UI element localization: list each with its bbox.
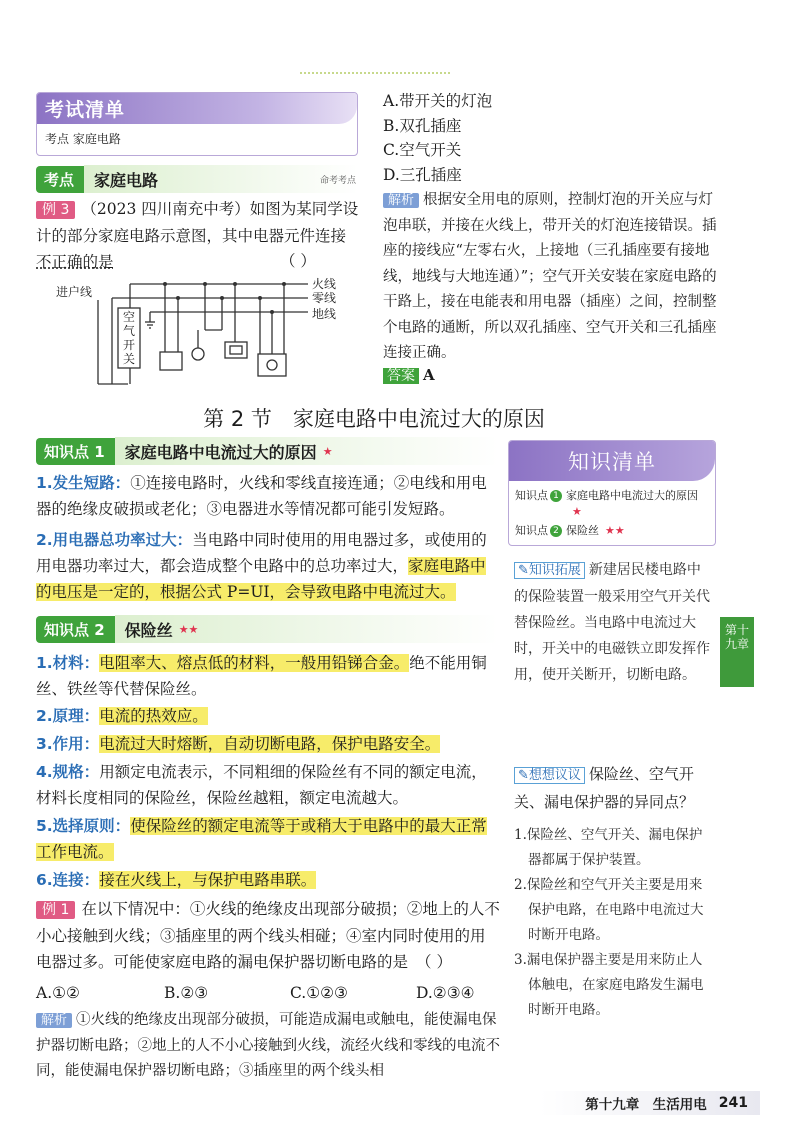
kp2-item-highlight: 使保险丝的额定电流等于或稍大于电路中的最大正常工作电流。 — [36, 817, 487, 861]
example-1-option-a: A.①② — [36, 984, 80, 1002]
chapter-tab[interactable] — [720, 617, 754, 687]
kp1-title: 家庭电路中电流过大的原因 — [124, 442, 317, 462]
kp2-item-text: 绝不能用铜丝、铁丝等代替保险丝。 — [36, 654, 487, 698]
kp2-item-highlight: 电阻率大、熔点低的材料，一般用铅锑合金。 — [99, 654, 410, 672]
kp2-title: 保险丝 — [124, 620, 173, 640]
example-1-option-b: B.②③ — [164, 984, 209, 1002]
knowledge-list-item — [509, 481, 715, 520]
think-answer: 3.漏电保护器主要是用来防止人体触电，在家庭电路发生漏电时断开电路。 — [514, 952, 704, 1018]
analysis-text: 根据安全用电的原则，控制灯泡的开关应与灯泡串联，并接在火线上，带开关的灯泡连接错误。插座的接线应“左零右火，上接地（三孔插座要有接地线，地线与大地连通）”；空气开关安装在家庭电路的干路上，接在电能表和用电器（插座）之间，控制整个电路的通断，所以双孔插座、空气开关和三孔插座连接正确。 — [383, 192, 717, 361]
example-1-options — [36, 980, 500, 1006]
star-icon: ★ — [572, 505, 582, 518]
example-1-tag: 例 1 — [36, 901, 75, 919]
live-label: 火线 — [312, 277, 337, 291]
kp1-header — [36, 437, 498, 465]
kp1-item-2 — [36, 527, 500, 605]
think-tag-label: 想想议议 — [528, 768, 581, 783]
kp2-item-5 — [36, 813, 500, 865]
exam-point-title: 家庭电路 — [84, 165, 358, 193]
exam-point-header — [36, 165, 358, 193]
example-3 — [36, 196, 360, 275]
kp2-tag: 知识点 2 — [36, 616, 115, 643]
example-1-blank: （ ） — [416, 953, 452, 971]
expand-tag-label: 知识拓展 — [528, 563, 581, 578]
lamp — [192, 348, 204, 360]
three-hole-socket — [258, 354, 286, 376]
banner-subtitle: 考点 家庭电路 — [45, 132, 121, 146]
banner-title-bar — [37, 93, 357, 124]
example-3-tag: 例 3 — [36, 201, 75, 219]
kp1-item-1 — [36, 470, 500, 522]
kp2-item-highlight: 接在火线上，与保护电路串联。 — [99, 871, 317, 889]
switch-box — [225, 342, 247, 358]
circuit-diagram — [50, 272, 350, 390]
answer-tag: 答案 — [383, 368, 419, 384]
knowledge-list-title-bar — [509, 441, 715, 481]
kp2-item-label: 6.连接： — [36, 871, 100, 889]
kp2-item-6 — [36, 867, 500, 893]
expand-tag — [514, 562, 585, 579]
think-tag — [514, 767, 585, 784]
kp2-item-4 — [36, 759, 500, 811]
knowledge-list-label: 知识点 — [515, 524, 548, 537]
circuit-svg — [50, 272, 350, 390]
ground-label: 地线 — [312, 307, 337, 321]
think-question-block — [514, 761, 714, 815]
kp1-item-2-text: 当电路中同时使用的用电器过多，或使用的用电器功率过大，都会造成整个电路中的总功率过大， — [36, 531, 487, 575]
kp1-item-1-label: 1.发生短路： — [36, 474, 131, 492]
option-c: C.空气开关 — [383, 141, 462, 159]
footer-chapter: 第十九章 生活用电 — [585, 1097, 707, 1113]
think-discuss — [514, 761, 714, 1023]
kp2-item-label: 3.作用： — [36, 735, 100, 753]
star-icon: ★★ — [178, 622, 199, 636]
kp2-item-label: 1.材料： — [36, 654, 100, 672]
example-3-answer — [383, 365, 435, 385]
knowledge-list-text: 保险丝 — [566, 524, 599, 537]
knowledge-list-item — [509, 520, 715, 539]
kp2-item-highlight: 电流过大时熔断，自动切断电路，保护电路安全。 — [99, 735, 441, 753]
option-d: D.三孔插座 — [383, 165, 462, 184]
knowledge-list-text: 家庭电路中电流过大的原因 — [566, 489, 698, 502]
knowledge-list-label: 知识点 — [515, 489, 548, 502]
option-a: A.带开关的灯泡 — [383, 92, 493, 110]
expand-text: 新建居民楼电路中的保险装置一般采用空气开关代替保险丝。当电路中电流过大时，开关中的电磁铁立即发挥作用，使开关断开，切断电路。 — [514, 562, 710, 683]
kp1-tag: 知识点 1 — [36, 438, 115, 465]
star-icon: ★ — [322, 444, 333, 458]
knowledge-list-num: 1 — [550, 490, 562, 502]
chapter-tab-label: 第十九章 — [725, 623, 750, 651]
kp1-item-1-text: ①连接电路时，火线和零线直接连通；②电线和用电器的绝缘皮破损或老化；③电器进水等情况都可能引发短路。 — [36, 474, 487, 518]
option-b: B.双孔插座 — [383, 116, 462, 135]
star-icon: ★★ — [605, 524, 625, 537]
kp2-header — [36, 615, 498, 643]
example-3-options — [383, 89, 723, 187]
kp2-item-label: 2.原理： — [36, 707, 100, 725]
section-title: 第 2 节 家庭电路中电流过大的原因 — [203, 407, 545, 431]
kp2-item-text: 用额定电流表示，不同粗细的保险丝有不同的额定电流，材料长度相同的保险丝，保险丝越粗，额定电流越大。 — [36, 763, 487, 807]
example-1 — [36, 896, 500, 975]
exam-point-note: 命考考点 — [319, 176, 356, 186]
top-dotted-line — [300, 72, 450, 74]
example-1-analysis-text: ①火线的绝缘皮出现部分破损，可能造成漏电或触电，能使漏电保护器切断电路；②地上的人不小心接触到火线，流经火线和零线的电流不同，能使漏电保护器切断电路；③插座里的两个线头相 — [36, 1012, 500, 1079]
knowledge-list-title: 知识清单 — [568, 450, 656, 474]
kp1-item-2-label: 2.用电器总功率过大： — [36, 531, 193, 549]
exam-point-tag: 考点 — [36, 166, 84, 193]
banner-title: 考试清单 — [45, 99, 126, 121]
think-answer: 2.保险丝和空气开关主要是用来保护电路，在电路中电流过大时断开电路。 — [514, 877, 704, 943]
example-3-text: （2023 四川南充中考）如图为某同学设计的部分家庭电路示意图，其中电器元件连接 — [36, 200, 359, 245]
example-1-analysis — [36, 1008, 500, 1085]
kp1-item-2-highlight: 家庭电路中的电压是一定的，根据公式 P=UI，会导致电路中电流过大。 — [36, 557, 486, 601]
kp2-item-label: 5.选择原则： — [36, 817, 131, 835]
example-1-option-d: D.②③④ — [416, 984, 475, 1002]
page-number: 241 — [718, 1095, 748, 1111]
breaker-label: 空气开关 — [122, 310, 135, 366]
think-question: 保险丝、空气开关、漏电保护器的异同点？ — [514, 765, 695, 811]
page-footer — [540, 1091, 760, 1115]
kp1-title-wrap — [115, 437, 498, 465]
kp2-item-2 — [36, 703, 500, 729]
kp2-item-highlight: 电流的热效应。 — [99, 707, 208, 725]
think-answer: 1.保险丝、空气开关、漏电保护器都属于保护装置。 — [514, 827, 703, 868]
input-label: 进户线 — [56, 285, 93, 299]
exam-list-banner — [36, 92, 358, 156]
answer-value: A — [423, 366, 435, 384]
example-1-text: 在以下情况中：①火线的绝缘皮出现部分破损；②地上的人不小心接触到火线；③插座里的两个线头相碰；④室内同时使用的用电器过多。可能使家庭电路的漏电保护器切断电路的是 — [36, 900, 500, 971]
example-3-blank: （ ） — [280, 252, 316, 270]
example-1-option-c: C.①②③ — [290, 984, 348, 1002]
kp2-title-wrap — [115, 615, 498, 643]
knowledge-list-box — [508, 440, 716, 546]
kp2-item-3 — [36, 731, 500, 757]
analysis-tag: 解析 — [383, 193, 419, 208]
edit-icon: ✎ — [518, 563, 529, 578]
example-1-analysis-tag: 解析 — [36, 1013, 72, 1028]
neutral-label: 零线 — [312, 291, 337, 305]
example-3-analysis — [383, 188, 723, 367]
two-hole-socket — [160, 352, 182, 370]
kp2-item-1 — [36, 650, 500, 702]
knowledge-expand — [514, 557, 714, 688]
kp2-item-label: 4.规格： — [36, 763, 100, 781]
knowledge-list-num: 2 — [550, 525, 562, 537]
example-3-last: 不正确的是 — [36, 253, 114, 271]
edit-icon: ✎ — [518, 768, 529, 783]
